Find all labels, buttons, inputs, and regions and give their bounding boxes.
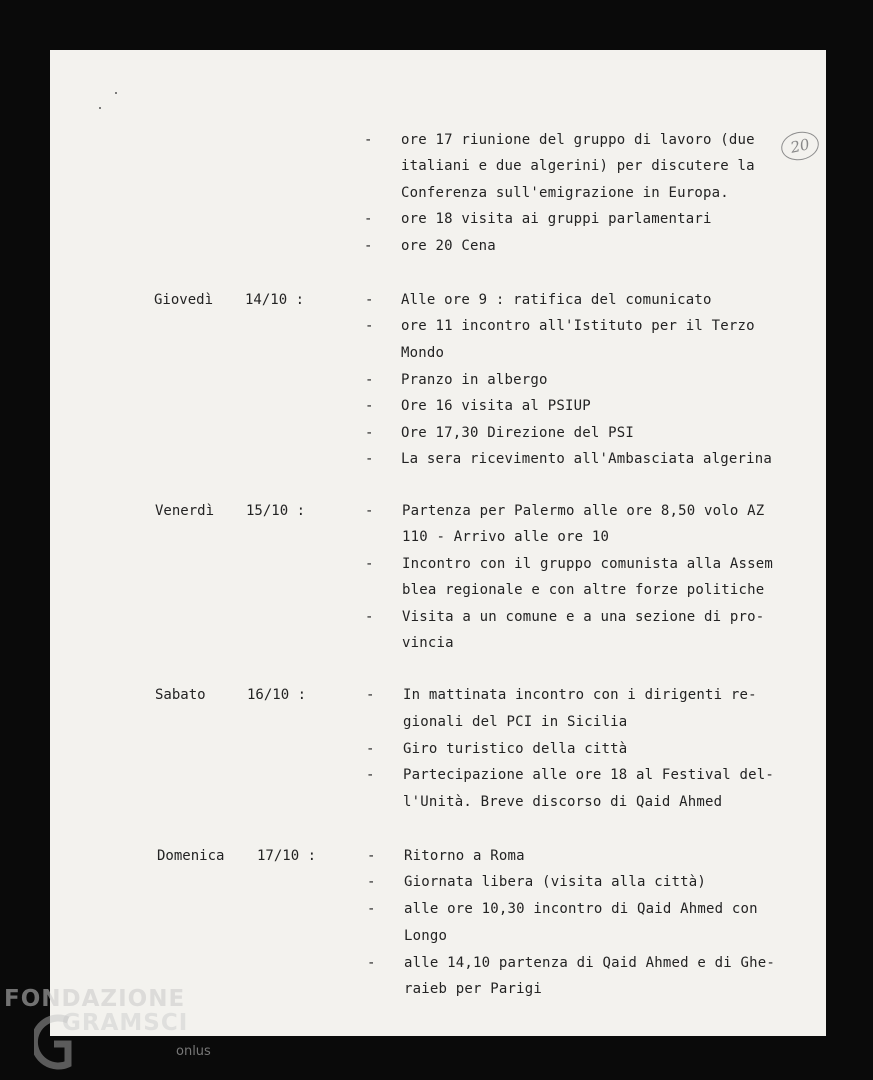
speck bbox=[99, 107, 101, 109]
schedule-line: Partecipazione alle ore 18 al Festival del- bbox=[403, 767, 775, 783]
watermark-subtitle: GRAMSCI bbox=[62, 1010, 189, 1036]
day-label: Venerdì bbox=[155, 503, 215, 519]
schedule-line: gionali del PCI in Sicilia bbox=[403, 714, 628, 730]
date-label: 14/10 : bbox=[245, 292, 305, 308]
schedule-line: Conferenza sull'emigrazione in Europa. bbox=[401, 185, 729, 201]
schedule-line: Giro turistico della città bbox=[403, 741, 628, 757]
page-number: 20 bbox=[779, 128, 822, 163]
bullet-dash: - bbox=[364, 238, 373, 254]
bullet-dash: - bbox=[365, 372, 374, 388]
schedule-line: Alle ore 9 : ratifica del comunicato bbox=[401, 292, 712, 308]
document-page bbox=[50, 50, 826, 1036]
schedule-line: Partenza per Palermo alle ore 8,50 volo AZ bbox=[402, 503, 765, 519]
day-label: Domenica bbox=[157, 848, 225, 864]
schedule-line: Ritorno a Roma bbox=[404, 848, 525, 864]
bullet-dash: - bbox=[367, 874, 376, 890]
date-label: 17/10 : bbox=[257, 848, 317, 864]
bullet-dash: - bbox=[367, 955, 376, 971]
schedule-line: italiani e due algerini) per discutere la bbox=[401, 158, 755, 174]
bullet-dash: - bbox=[365, 292, 374, 308]
schedule-line: La sera ricevimento all'Ambasciata algerina bbox=[401, 451, 773, 467]
schedule-line: ore 17 riunione del gruppo di lavoro (due bbox=[401, 132, 755, 148]
watermark-logo bbox=[4, 986, 224, 1076]
schedule-line: alle 14,10 partenza di Qaid Ahmed e di Ghe- bbox=[404, 955, 776, 971]
bullet-dash: - bbox=[366, 687, 375, 703]
schedule-line: ore 11 incontro all'Istituto per il Terzo bbox=[401, 318, 755, 334]
schedule-line: 110 - Arrivo alle ore 10 bbox=[402, 529, 610, 545]
bullet-dash: - bbox=[364, 132, 373, 148]
speck bbox=[115, 92, 117, 94]
watermark-title: FONDAZIONE bbox=[4, 986, 186, 1012]
bullet-dash: - bbox=[365, 398, 374, 414]
day-label: Giovedì bbox=[154, 292, 214, 308]
schedule-line: l'Unità. Breve discorso di Qaid Ahmed bbox=[403, 794, 723, 810]
bullet-dash: - bbox=[365, 451, 374, 467]
bullet-dash: - bbox=[366, 741, 375, 757]
schedule-line: Pranzo in albergo bbox=[401, 372, 548, 388]
bullet-dash: - bbox=[365, 318, 374, 334]
day-label: Sabato bbox=[155, 687, 206, 703]
bullet-dash: - bbox=[367, 901, 376, 917]
schedule-line: Longo bbox=[404, 928, 448, 944]
schedule-line: Ore 17,30 Direzione del PSI bbox=[401, 425, 634, 441]
bullet-dash: - bbox=[366, 767, 375, 783]
bullet-dash: - bbox=[365, 556, 374, 572]
schedule-line: ore 18 visita ai gruppi parlamentari bbox=[401, 211, 712, 227]
date-label: 15/10 : bbox=[246, 503, 306, 519]
schedule-line: Visita a un comune e a una sezione di pro- bbox=[402, 609, 765, 625]
schedule-line: Incontro con il gruppo comunista alla Assem bbox=[402, 556, 774, 572]
bullet-dash: - bbox=[367, 848, 376, 864]
bullet-dash: - bbox=[365, 425, 374, 441]
schedule-line: raieb per Parigi bbox=[404, 981, 543, 997]
schedule-line: Giornata libera (visita alla città) bbox=[404, 874, 707, 890]
schedule-line: vincia bbox=[402, 635, 454, 651]
schedule-line: In mattinata incontro con i dirigenti re- bbox=[403, 687, 757, 703]
schedule-line: Mondo bbox=[401, 345, 445, 361]
bullet-dash: - bbox=[365, 503, 374, 519]
bullet-dash: - bbox=[365, 609, 374, 625]
watermark-onlus: onlus bbox=[176, 1044, 211, 1059]
schedule-line: Ore 16 visita al PSIUP bbox=[401, 398, 591, 414]
schedule-line: ore 20 Cena bbox=[401, 238, 496, 254]
schedule-line: alle ore 10,30 incontro di Qaid Ahmed con bbox=[404, 901, 758, 917]
date-label: 16/10 : bbox=[247, 687, 307, 703]
schedule-line: blea regionale e con altre forze politiche bbox=[402, 582, 765, 598]
bullet-dash: - bbox=[364, 211, 373, 227]
